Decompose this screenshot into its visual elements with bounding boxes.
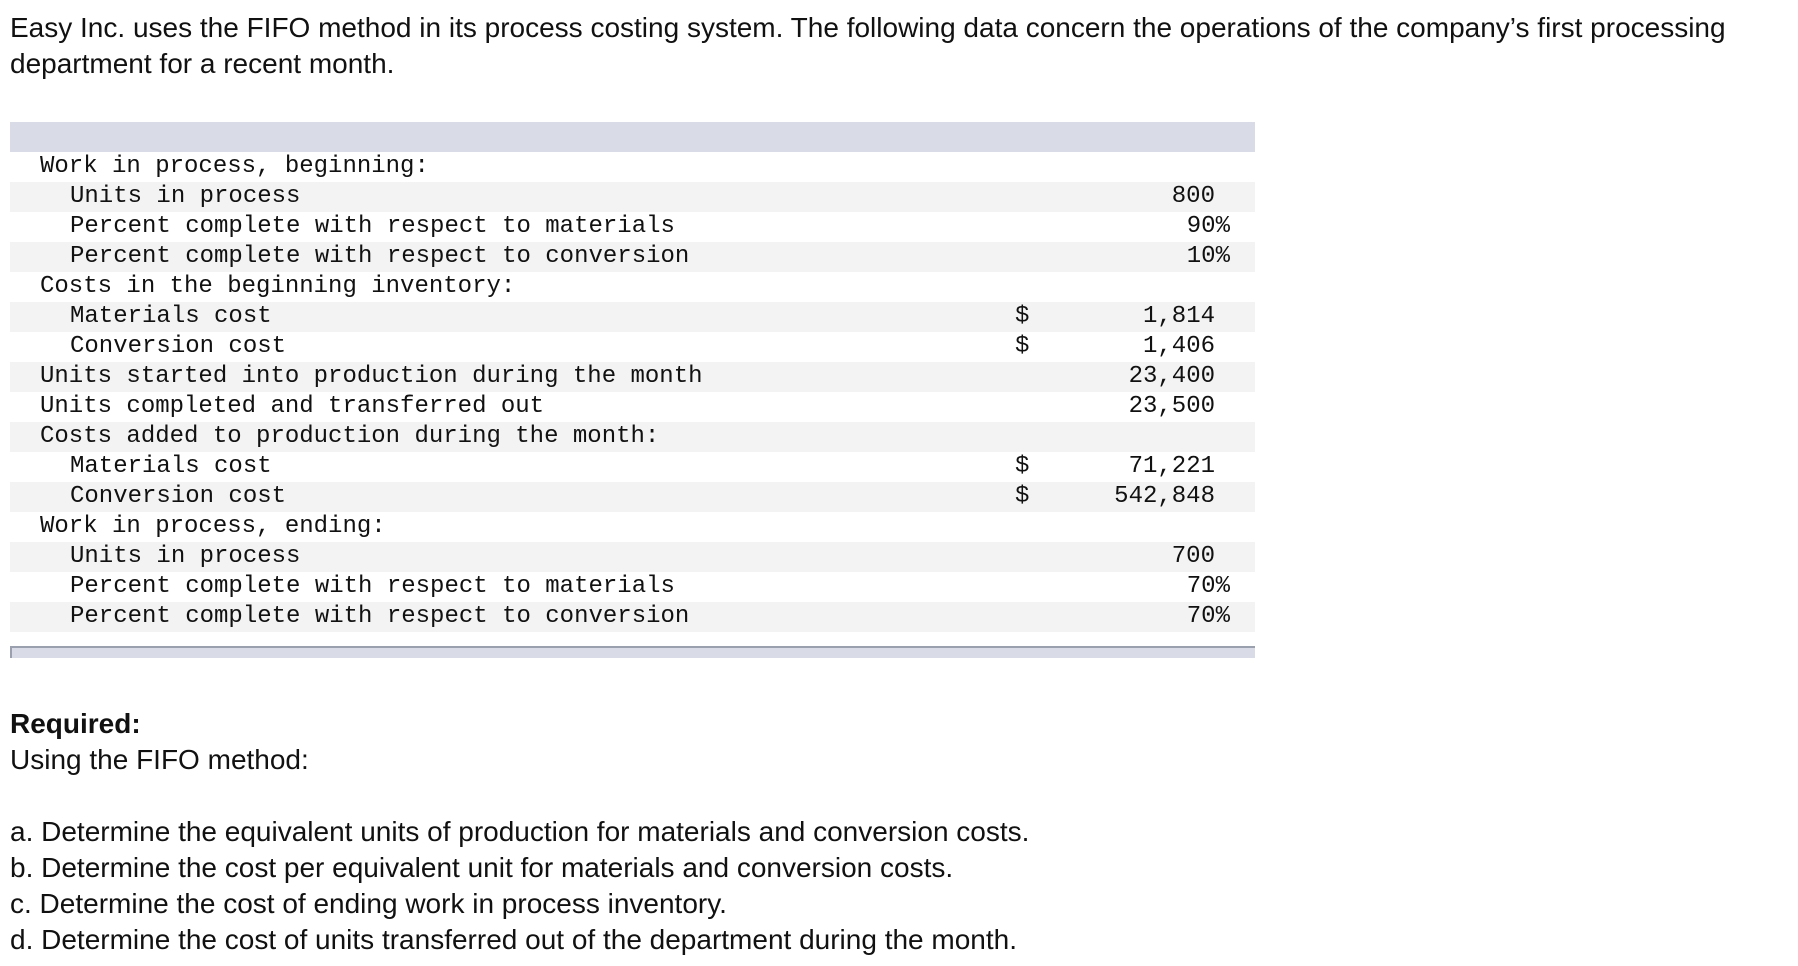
row-label: Conversion cost [10,482,1015,512]
row-value: 70% [1075,602,1255,632]
row-value: 10% [1075,242,1255,272]
row-label: Costs in the beginning inventory: [40,273,516,300]
row-currency [1015,242,1075,272]
row-value: 542,848 [1075,482,1255,512]
row-value [1075,512,1255,542]
table-row [10,212,1255,242]
row-currency [1015,152,1075,182]
task-item: b. Determine the cost per equivalent unit for materials and conversion costs. [10,852,954,883]
table-row [10,242,1255,272]
table-row [10,542,1255,572]
row-label: Units completed and transferred out [40,393,545,420]
table-footer-bar [10,646,1255,658]
table-row [10,182,1255,212]
row-label: Costs added to production during the month: [10,422,1015,452]
table-row [10,452,1255,482]
task-item: c. Determine the cost of ending work in process inventory. [10,888,727,919]
row-value: 71,221 [1128,453,1215,480]
row-value: 1,814 [1075,302,1255,332]
table-row [10,422,1255,452]
row-value: 800 [1075,182,1255,212]
row-label: Conversion cost [70,333,287,360]
row-currency [1015,212,1075,242]
row-label: Materials cost [70,453,272,480]
row-currency [1015,542,1075,572]
intro-paragraph: Easy Inc. uses the FIFO method in its process costing system. The following data concern the operations of the company’s first processing department for a recent month. [10,12,1726,79]
row-currency [1015,182,1075,212]
row-value: 1,406 [1142,333,1215,360]
row-currency [1015,392,1075,422]
table-row [10,152,1255,182]
row-value [1075,152,1255,182]
row-currency: $ [1015,482,1075,512]
row-value [1075,422,1255,452]
row-value: 90% [1186,213,1230,240]
row-label: Percent complete with respect to materials [70,573,675,600]
row-label: Percent complete with respect to conversion [10,602,1015,632]
row-value: 23,500 [1128,393,1215,420]
required-subtitle: Using the FIFO method: [10,744,309,775]
data-table-panel [10,122,1255,658]
row-currency [1015,512,1075,542]
required-title: Required: [10,708,141,739]
table-row [10,512,1255,542]
row-currency: $ [1015,453,1030,480]
row-value: 23,400 [1075,362,1255,392]
row-currency [1015,572,1075,602]
row-label: Units in process [10,182,1015,212]
row-value [1075,272,1255,302]
table-row [10,572,1255,602]
task-item: d. Determine the cost of units transferred out of the department during the month. [10,924,1018,955]
row-label: Percent complete with respect to materials [70,213,675,240]
table-row [10,392,1255,422]
row-label: Units in process [10,542,1015,572]
required-section [10,706,1510,958]
task-item: a. Determine the equivalent units of production for materials and conversion costs. [10,816,1030,847]
table-row [10,602,1255,632]
table-row [10,362,1255,392]
table-header-bar [10,122,1255,152]
row-label: Materials cost [10,302,1015,332]
row-currency [1015,362,1075,392]
table-row [10,332,1255,362]
row-currency [1015,602,1075,632]
row-label: Percent complete with respect to conversion [10,242,1015,272]
row-label: Units started into production during the month [10,362,1015,392]
process-data-table [10,152,1255,632]
row-currency: $ [1015,302,1075,332]
row-label: Work in process, beginning: [40,153,429,180]
table-row [10,482,1255,512]
table-row [10,302,1255,332]
table-row [10,272,1255,302]
row-value: 700 [1075,542,1255,572]
row-currency: $ [1015,333,1030,360]
table-body [10,152,1255,632]
row-label: Work in process, ending: [40,513,386,540]
row-currency [1015,272,1075,302]
row-value: 70% [1186,573,1230,600]
row-currency [1015,422,1075,452]
task-list [10,814,1510,958]
